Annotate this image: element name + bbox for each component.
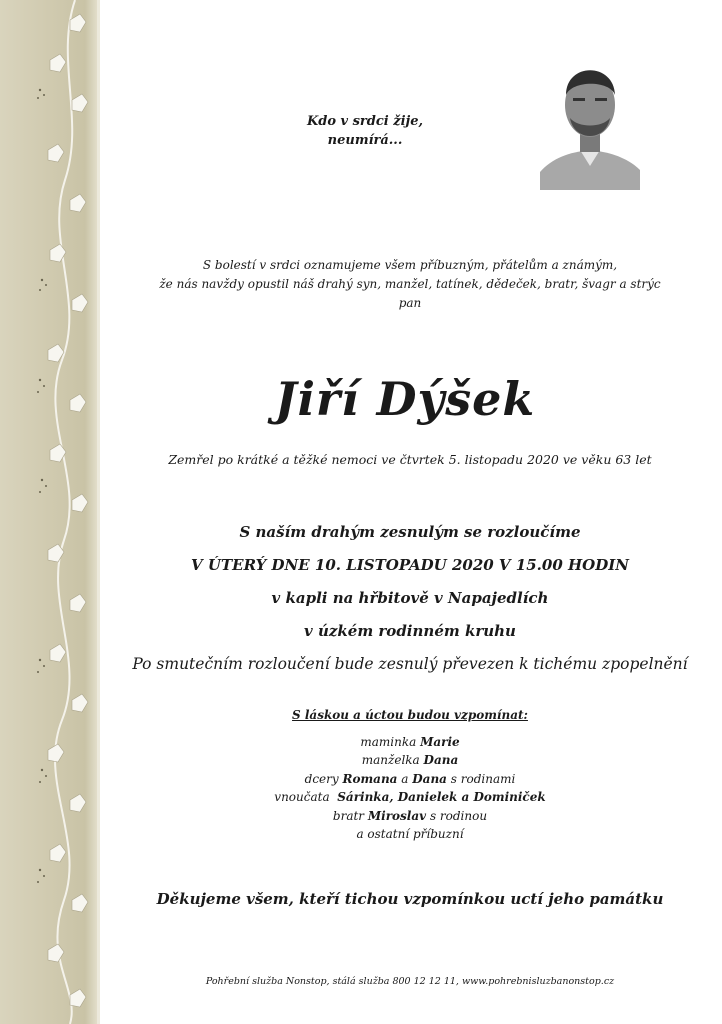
mourner-others: a ostatní příbuzní [356, 827, 464, 841]
mourner-daughters: dcery Romana a Dana s rodinami [304, 771, 516, 786]
cremation-note: Po smutečním rozloučení bude zesnulý převezen k tichému zpopelnění [132, 655, 688, 673]
mourner-wife: manželka Dana [361, 753, 459, 767]
motto-line-2: neumírá... [327, 133, 403, 148]
intro-line-1: S bolestí v srdci oznamujeme všem příbuzným, přátelům a známým, [202, 258, 618, 272]
farewell-line-1: S naším drahým zesnulým se rozloučíme [239, 523, 581, 541]
floral-vine-ornament [0, 0, 100, 1024]
deceased-name: Jiří Dýšek [274, 372, 536, 426]
portrait-photo [540, 50, 640, 190]
mourners-list [110, 706, 710, 844]
motto-line-1: Kdo v srdci žije, [306, 114, 424, 129]
thanks-line: Děkujeme všem, kteří tichou vzpomínkou uctí jeho památku [156, 890, 664, 908]
intro-line-2: že nás navždy opustil náš drahý syn, manžel, tatínek, dědeček, bratr, švagr a strýc [159, 277, 661, 291]
farewell-date-time: V ÚTERÝ DNE 10. LISTOPADU 2020 V 15.00 HODIN [191, 556, 629, 574]
mourner-grandchildren: vnoučata Sárinka, Danielek a Dominiček [274, 790, 546, 804]
border-edge [97, 0, 100, 1024]
decorative-border [0, 0, 100, 1024]
farewell-circle: v úzkém rodinném kruhu [304, 622, 516, 640]
motto [290, 112, 440, 150]
mourner-mother: maminka Marie [360, 734, 460, 749]
mourner-brother: bratr Miroslav s rodinou [332, 808, 488, 823]
farewell-place: v kapli na hřbitově v Napajedlích [271, 589, 549, 607]
farewell-details [110, 516, 710, 681]
death-notice: Zemřel po krátké a těžké nemoci ve čtvrtek 5. listopadu 2020 ve věku 63 let [168, 452, 652, 467]
intro-line-3: pan [398, 296, 422, 310]
mourners-header: S láskou a úctou budou vzpomínat: [292, 708, 528, 722]
announcement-text [110, 256, 710, 313]
funeral-service-footer: Pohřební služba Nonstop, stálá služba 800 12 12 11, www.pohrebnisluzbanonstop.cz [205, 976, 615, 987]
